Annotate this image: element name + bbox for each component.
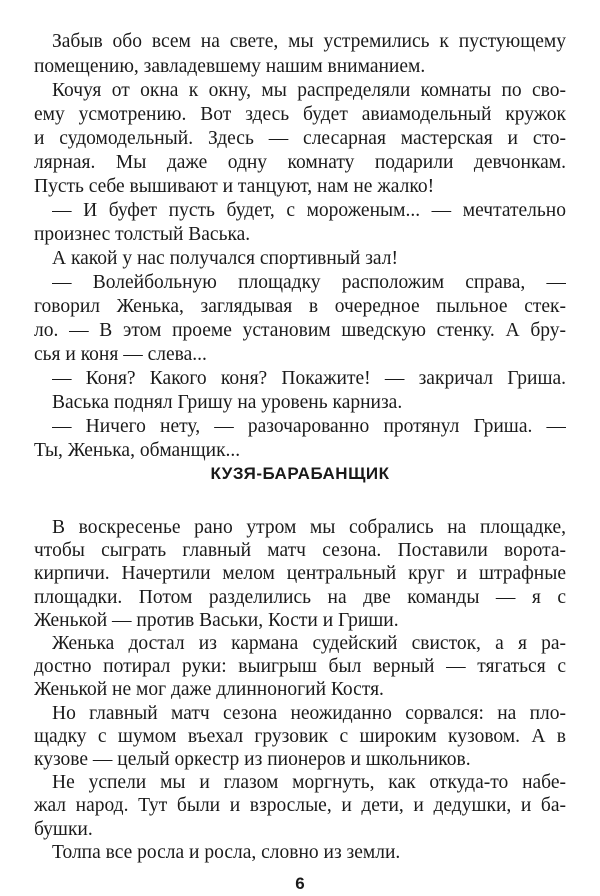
text-line: — Волейбольную площадку расположим справа, — [52, 272, 566, 293]
text-line: щадку с шумом въехал грузовик с широким кузовом. А в [34, 725, 566, 747]
text-line: А какой у нас получался спортивный зал! [52, 248, 398, 269]
text-line: В воскресенье рано утром мы собрались на площадке, [52, 517, 566, 538]
text-line: Пусть себе вышивают и танцуют, нам не жалко! [34, 176, 435, 197]
page-number: 6 [295, 874, 305, 893]
text-line: Не успели мы и глазом моргнуть, как откуда-то набе- [52, 772, 566, 794]
text-line: говорил Женька, заглядывая в очередное пыльное стек- [34, 296, 566, 317]
text-line: Женькой не мог даже длинноногий Костя. [34, 679, 384, 701]
text-line: жал народ. Тут были и взрослые, и дети, и дедушки, и ба- [34, 795, 566, 817]
text-line: достно потирал руки: выигрыш был верный — тягаться с [34, 656, 566, 678]
text-line: Ты, Женька, обманщик... [34, 440, 241, 461]
text-line: кузове — целый оркестр из пионеров и школьников. [34, 749, 471, 770]
text-line: произнес толстый Васька. [34, 224, 251, 245]
text-line: Васька поднял Гришу на уровень карниза. [52, 392, 403, 413]
text-line: площадки. Потом разделились на две команды — я с [34, 586, 566, 608]
text-line: Женькой — против Васьки, Кости и Гриши. [34, 609, 399, 631]
text-line: помещению, завладевшему нашим вниманием. [34, 56, 426, 77]
text-line: Женька достал из кармана судейский свисток, а я ра- [52, 633, 566, 654]
text-line: чтобы сыграть главный матч сезона. Поставили ворота- [34, 540, 566, 562]
text-line: бушки. [34, 818, 93, 840]
text-line: Но главный матч сезона неожиданно сорвался: на пло- [52, 702, 566, 724]
text-line: сья и коня — слева... [34, 344, 207, 365]
text-line: кирпичи. Начертили мелом центральный круг и штрафные [34, 563, 566, 585]
text-line: Кочуя от окна к окну, мы распределяли комнаты по сво- [52, 80, 566, 101]
text-line: ло. — В этом проеме установим шведскую стенку. А бру- [34, 320, 566, 341]
text-line: ему усмотрению. Вот здесь будет авиамодельный кружок [34, 104, 566, 125]
text-line: и судомодельный. Здесь — слесарная мастерская и сто- [34, 128, 566, 149]
text-line: Забыв обо всем на свете, мы устремились к пустующему [52, 31, 566, 52]
text-line: Толпа все росла и росла, словно из земли. [52, 841, 401, 863]
text-line: — Коня? Какого коня? Покажите! — закричал Гриша. [52, 368, 566, 389]
text-line: — И буфет пусть будет, с мороженым... — мечтательно [52, 200, 566, 221]
text-line: — Ничего нету, — разочарованно протянул Гриша. — [52, 416, 566, 437]
text-line: лярная. Мы даже одну комнату подарили девчонкам. [34, 152, 566, 173]
chapter-heading: КУЗЯ-БАРАБАНЩИК [210, 464, 390, 483]
